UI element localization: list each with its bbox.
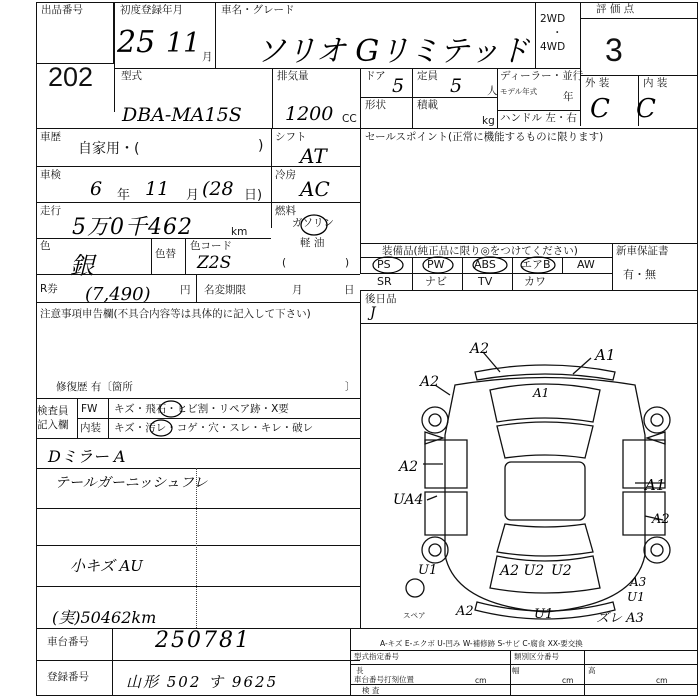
divider xyxy=(36,302,360,303)
color-value: 銀 xyxy=(70,252,94,280)
damage-mark-8: A2 xyxy=(652,512,670,527)
handle-label: ハンドル 左・右 xyxy=(500,112,577,124)
divider xyxy=(151,238,152,274)
divider xyxy=(196,274,197,302)
divider xyxy=(584,650,585,696)
divider xyxy=(185,238,186,274)
divider xyxy=(36,545,360,546)
damage-mark-9: U1 xyxy=(418,563,438,578)
inspection-year-unit: 年 xyxy=(117,188,131,203)
shape-label: 形状 xyxy=(365,99,386,111)
equipment-label: 装備品(純正品に限り◎をつけてください) xyxy=(382,245,578,257)
doors-value: 5 xyxy=(392,75,405,97)
registration-value: 山形 502 す 9625 xyxy=(126,673,279,691)
fuel-gasoline: ガソリン xyxy=(292,217,334,229)
capacity-label: 定員 xyxy=(417,70,438,82)
equip-aw: AW xyxy=(577,258,595,271)
divider xyxy=(271,128,272,228)
ac-value: AC xyxy=(300,177,330,201)
divider xyxy=(535,2,536,68)
color-label: 色 xyxy=(40,240,51,252)
note-line-3: 小キズ AU xyxy=(70,557,143,575)
divider xyxy=(360,290,698,291)
divider xyxy=(36,166,360,167)
r-ken-unit: 円 xyxy=(180,284,191,296)
divider xyxy=(36,468,360,469)
equip-sr: SR xyxy=(377,275,392,288)
width-label: 幅 xyxy=(512,666,520,675)
divider xyxy=(36,438,360,439)
legend: A-キズ E-エクボ U-凹み W-補修跡 S-サビ C-腐食 XX-要交換 xyxy=(380,639,583,648)
damage-mark-10: A2 U2 xyxy=(500,563,545,579)
inspector-sign-label: 検 査 xyxy=(362,686,380,695)
inspection-label: 車検 xyxy=(40,169,61,181)
chassis-value: 250781 xyxy=(155,628,251,653)
capacity-unit: 人 xyxy=(487,85,498,97)
divider xyxy=(36,128,698,129)
divider xyxy=(360,323,698,324)
mileage-label: 走行 xyxy=(40,205,61,217)
inspector-label: 検査員記入欄 xyxy=(37,405,69,432)
divider xyxy=(360,290,361,628)
divider xyxy=(112,628,113,696)
color-change-label: 色替 xyxy=(155,248,176,260)
color-code-label: 色コード xyxy=(190,240,232,252)
color-code-value: Z2S xyxy=(197,253,232,273)
fuel-label: 燃料 xyxy=(275,205,296,217)
damage-mark-14: ズレ A3 xyxy=(596,611,644,626)
history-label: 車歴 xyxy=(40,131,61,143)
name-change-day: 日 xyxy=(344,284,355,296)
divider xyxy=(510,650,511,696)
fuel-circle-mark xyxy=(300,213,330,239)
rear-seat-label: 後日品 xyxy=(365,293,397,305)
divider xyxy=(36,398,360,399)
sales-point-label: セールスポイント(正常に機能するものに限ります) xyxy=(365,131,604,143)
shift-value: AT xyxy=(300,144,327,168)
damage-mark-13: U1 xyxy=(534,607,554,622)
divider xyxy=(272,68,273,128)
height-unit: cm xyxy=(656,676,668,685)
divider xyxy=(580,18,698,19)
damage-mark-4: A1 xyxy=(533,386,550,400)
divider xyxy=(36,660,360,661)
divider xyxy=(412,97,413,128)
notes-label: 注意事項申告欄(不具合内容等は具体的に記入して下さい) xyxy=(40,308,311,320)
length-label: 長 xyxy=(356,666,364,675)
damage-mark-5: A2 xyxy=(399,459,419,475)
inspection-month: 11 xyxy=(145,178,170,200)
divider xyxy=(612,243,613,290)
damage-mark-12: A2 xyxy=(456,604,474,619)
height-label: 高 xyxy=(588,666,596,675)
chassis-loc-label: 車台番号打刻位置 xyxy=(354,675,414,684)
divider xyxy=(360,128,361,274)
divider xyxy=(360,97,497,98)
equip-pw: PW xyxy=(427,258,445,271)
first-reg-label: 初度登録年月 xyxy=(120,4,183,16)
damage-mark-7: UA4 xyxy=(393,492,424,508)
car-name-value: ソリオ Gリミテッド xyxy=(256,34,530,69)
model-year-unit: 年 xyxy=(563,91,574,103)
inspection-month-unit: 月 xyxy=(186,188,200,203)
divider xyxy=(497,68,498,128)
load-label: 積載 xyxy=(417,99,438,111)
divider xyxy=(497,110,580,111)
spare-label: スペア xyxy=(403,611,426,620)
mileage-unit: km xyxy=(231,226,248,238)
divider xyxy=(114,68,580,69)
width-unit: cm xyxy=(562,676,574,685)
rating-int-label: 内 装 xyxy=(643,77,668,89)
divider xyxy=(350,650,698,651)
first-reg-month-unit: 月 xyxy=(202,51,213,63)
divider xyxy=(350,664,698,665)
rating-ext: C xyxy=(590,94,610,124)
equip-navi: ナビ xyxy=(425,275,447,288)
model-year-label: モデル年式 xyxy=(500,87,538,96)
load-unit: kg xyxy=(482,115,495,127)
damage-mark-3: A2 xyxy=(420,374,440,390)
equip-abs: ABS xyxy=(474,258,496,271)
divider xyxy=(114,2,115,112)
fuel-paren-close: ) xyxy=(345,257,350,269)
drive-2wd: 2WD xyxy=(540,13,566,25)
history-value: 自家用・( xyxy=(78,141,140,157)
divider xyxy=(36,238,271,239)
displacement-label: 排気量 xyxy=(277,70,309,82)
divider xyxy=(36,586,360,587)
length-unit: cm xyxy=(475,676,487,685)
warranty-value: 有・無 xyxy=(623,268,656,281)
note-line-2: テールガーニッシュフレ xyxy=(55,475,208,491)
rating-ext-label: 外 装 xyxy=(585,77,610,89)
equip-leather: カワ xyxy=(524,275,546,288)
cert-no-label: 型式指定番号 xyxy=(354,652,399,661)
divider xyxy=(36,202,360,203)
capacity-value: 5 xyxy=(450,75,463,97)
first-reg-month: 11 xyxy=(166,28,201,59)
rating-int: C xyxy=(636,94,656,124)
warranty-label: 新車保証書 xyxy=(616,245,669,257)
model-value: DBA-MA15S xyxy=(122,104,242,126)
class-no-label: 類別区分番号 xyxy=(514,652,559,661)
inspector-int-label: 内装 xyxy=(80,422,101,434)
history-close: ) xyxy=(258,138,264,154)
repair-close: 〕 xyxy=(345,381,356,393)
divider xyxy=(580,2,581,126)
equip-ps: PS xyxy=(377,258,391,271)
rating-label: 評 価 点 xyxy=(596,3,635,15)
registration-label: 登録番号 xyxy=(47,671,89,683)
note-line-1: Dミラー A xyxy=(48,447,126,466)
dealer-label: ディーラー・並行 xyxy=(500,70,584,82)
divider xyxy=(360,68,361,128)
divider xyxy=(350,628,351,696)
inspector-fw-items: キズ・飛石・ヒビ割・リペア跡・X要 xyxy=(114,403,289,415)
displacement-value: 1200 xyxy=(285,103,334,125)
damage-mark-15: U1 xyxy=(627,590,645,604)
divider xyxy=(412,68,413,97)
repair-label: 修復歴 有〔箇所 xyxy=(56,381,133,393)
chassis-label: 車台番号 xyxy=(47,636,89,648)
doors-label: ドア xyxy=(365,70,386,82)
equip-tv: TV xyxy=(478,275,493,288)
name-change-label: 名変期限 xyxy=(204,284,246,296)
displacement-unit: CC xyxy=(342,113,357,125)
damage-mark-6: A1 xyxy=(645,476,666,494)
drive-dot: ・ xyxy=(552,27,563,39)
inspector-int-items: キズ・汚レ・コゲ・穴・スレ・キレ・破レ xyxy=(114,422,314,434)
ac-label: 冷房 xyxy=(275,169,296,181)
inspector-fw-label: FW xyxy=(81,403,98,415)
divider xyxy=(196,468,197,628)
divider xyxy=(215,2,216,68)
r-ken-value: (7,490) xyxy=(85,284,151,305)
lot-number: 202 xyxy=(48,62,94,92)
name-change-month: 月 xyxy=(292,284,303,296)
inspection-day: (28 xyxy=(202,178,234,200)
lot-label: 出品番号 xyxy=(41,4,83,16)
fuel-diesel: 軽 油 xyxy=(300,237,325,249)
inspector-circle-marks xyxy=(150,398,190,438)
inspection-day-unit: 日) xyxy=(244,188,263,203)
inspection-year: 6 xyxy=(90,178,103,200)
shift-label: シフト xyxy=(275,131,307,143)
divider xyxy=(36,628,698,629)
divider xyxy=(36,508,360,509)
rear-seat-mark: J xyxy=(370,305,376,321)
divider xyxy=(36,274,360,275)
first-reg-year: 25 xyxy=(117,25,156,60)
damage-mark-16: A3 xyxy=(630,575,647,589)
divider xyxy=(580,75,698,76)
drive-4wd: 4WD xyxy=(540,41,566,53)
model-label: 型式 xyxy=(121,70,142,82)
damage-mark-1: A2 xyxy=(470,341,490,357)
r-ken-label: R券 xyxy=(40,283,58,295)
car-name-label: 車名・グレード xyxy=(221,4,295,16)
damage-mark-11: U2 xyxy=(551,563,572,579)
rating-score: 3 xyxy=(605,32,623,68)
note-line-4: (実)50462km xyxy=(52,608,157,627)
damage-mark-2: A1 xyxy=(595,346,616,364)
mileage-value: 5万0千462 xyxy=(72,215,193,240)
divider xyxy=(360,243,698,244)
equip-airbag: エアB xyxy=(521,258,551,271)
divider xyxy=(77,418,360,419)
fuel-paren-open: ( xyxy=(282,257,287,269)
equipment-circle-marks xyxy=(368,255,608,275)
